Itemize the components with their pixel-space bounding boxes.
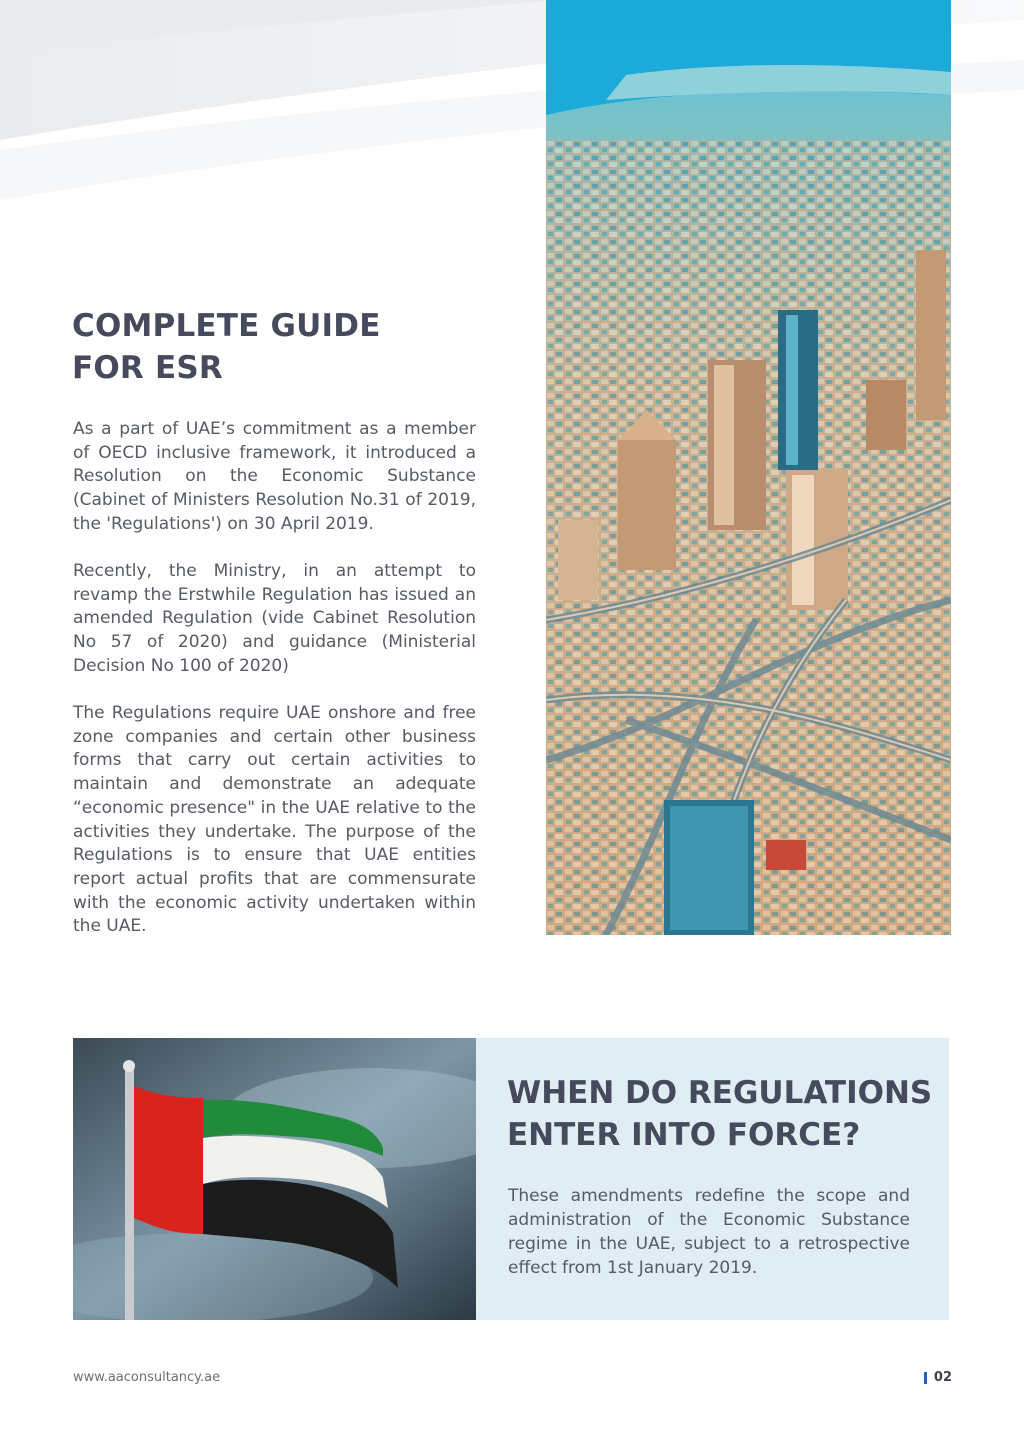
- intro-paragraph-3: The Regulations require UAE onshore and free zone companies and certain other business forms that carry out certain activities to maintain and demonstrate an adequate “economic presence" in the UAE relative to the activities they undertake. The purpose of the Regulations is to ensure that UAE entities report actual profits that are commensurate with the economic activity undertaken within the UAE.: [73, 703, 476, 937]
- city-aerial-photo: [546, 0, 951, 935]
- intro-paragraph-1: As a part of UAE’s commitment as a member of OECD inclusive framework, it introduced a Resolution on the Economic Substance (Cabinet of Ministers Resolution No.31 of 2019, the 'Regulations') on 30 April 2019.: [73, 419, 476, 534]
- enter-into-force-panel: [476, 1038, 949, 1320]
- panel-text: These amendments redefine the scope and administration of the Economic Substance regime in the UAE, subject to a retrospective effect from 1st January 2019.: [508, 1186, 910, 1278]
- page-title: [72, 305, 492, 389]
- intro-paragraph-2: Recently, the Ministry, in an attempt to revamp the Erstwhile Regulation has issued an amended Regulation (vide Cabinet Resolution No 57 of 2020) and guidance (Ministerial Decision No 100 of 2020): [73, 561, 476, 676]
- panel-title-line-1: WHEN DO REGULATIONS: [507, 1075, 933, 1111]
- panel-title-line-2: ENTER INTO FORCE?: [507, 1117, 861, 1153]
- page-bar-icon: [924, 1372, 927, 1384]
- page-title-line-2: FOR ESR: [72, 350, 223, 386]
- page-number-value: 02: [933, 1370, 952, 1385]
- footer-url: www.aaconsultancy.ae: [73, 1370, 221, 1385]
- page-number: [924, 1370, 952, 1385]
- intro-text: [73, 418, 476, 963]
- uae-flag-photo: [73, 1038, 476, 1320]
- page-title-line-1: COMPLETE GUIDE: [72, 308, 381, 344]
- panel-title: [507, 1072, 937, 1156]
